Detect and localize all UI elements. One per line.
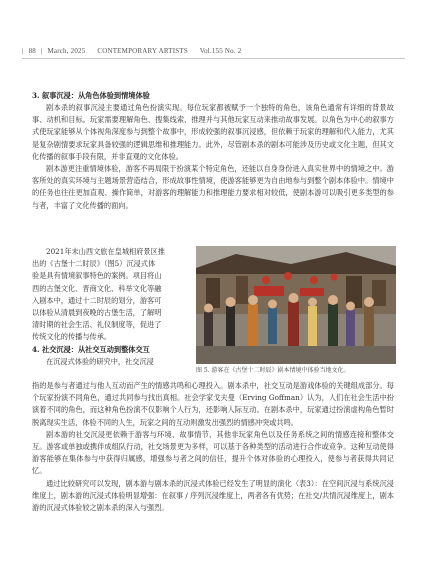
section-3-heading: 3. 叙事沉浸：从角色体验到情境体验 xyxy=(32,91,150,100)
wrap-line: 验是具有情境叙事特色的案例。项目将山 xyxy=(32,271,162,281)
wrap-line: 出的《古堡十二时辰》（图5）沉浸式体 xyxy=(32,259,156,269)
volume-number: Vol.155 No. 2 xyxy=(199,47,242,55)
section-3-paragraph-1: 剧本杀的叙事沉浸主要通过角色扮演实现。每位玩家都被赋予一个独特的角色，该角色通常有详细的背景故事、动机和目标。玩家需要理解角色、搜集线索、推理并与其他玩家互动来推动故事发展。以角色为中心的叙事方式使玩家能够从个体视角深度参与到整个故事中，形成较强的叙事沉浸感，但依赖于玩家的理解和代入能力，尤其是复杂剧情要求玩家具备较强的逻辑思维和推理能力。此外，尽管剧本杀的剧本可能涉及历史或文化主题，但其文化传播的叙事手段有限，并非直观的文化体验。 xyxy=(32,103,394,161)
wrap-line: 传统文化的传播与传承。 xyxy=(32,332,112,342)
issue-date: March, 2025 xyxy=(47,47,86,55)
wrap-line: 入剧本中，通过十二时辰的划分，游客可 xyxy=(32,295,162,305)
figure-5-caption: 图 5. 游客在《古堡十二时辰》剧本情境中体验当地文化。 xyxy=(196,367,350,374)
section-4-wrap-line: 在沉浸式体验的研究中，社交沉浸 xyxy=(46,356,154,366)
wrap-line: 以体验从清晨到夜晚的古堡生活，了解明 xyxy=(32,308,162,318)
section-4-paragraph-1: 指的是参与者通过与他人互动而产生的情感共鸣和心理投入。剧本杀中，社交互动是游戏体验的关键组成部分。每个玩家扮演不同角色，通过共同参与找出真相。社会学家戈夫曼（Erving Goffman）认为，人们在社会生活中扮演着不同的角色，而这种角色扮演不仅影响个人行为，还影响人际互动。在剧本杀中，玩家通过扮演虚构角色暂时脱离现实生活，体验不同的人生，玩家之间的互动则激发出强烈的情感冲突或共鸣。 xyxy=(32,381,394,427)
section-4-heading: 4. 社交沉浸：从社交互动到整体交互 xyxy=(32,344,150,354)
page-number: 88 xyxy=(28,47,36,55)
wrap-line: 2021年末山西文旅在皇城相府景区推 xyxy=(46,247,165,256)
section-3-paragraph-3 xyxy=(32,246,190,368)
journal-name: CONTEMPORARY ARTISTS xyxy=(97,47,188,55)
wrap-line: 清时期的社会生活、礼仪制度等，促进了 xyxy=(32,320,162,330)
section-4-paragraph-2: 剧本游的社交沉浸更依赖于游客与环境、故事情节、其他非玩家角色以及任务系统之间的情感连接和整体交互。游客或单独或携伴成组队行动，社交场景更为多样，可以基于各种类型的活动进行合作或竞争。这种互动使得游客能够在集体参与中获得归属感，增强参与者之间的信任，提升个体对体验的心理投入，使参与者获得共同记忆。 xyxy=(32,429,394,476)
courtyard-scene-image xyxy=(196,246,396,364)
section-4-paragraph-3: 通过比较研究可以发现，剧本游与剧本杀的沉浸式体验已经发生了明显的演化（表3）：在空间沉浸与系统沉浸维度上，剧本游的沉浸式体验明显增强：在叙事 / 序列沉浸维度上，两者各有优势；在社交/共情沉浸维度上，剧本游的沉浸式体验较之剧本杀的深入与强烈。 xyxy=(32,478,394,513)
section-3-paragraph-2: 剧本游更注重情境体验，游客不再局限于扮演某个特定角色，还能以自身身份进入真实世界中的情境之中。游客所处的真实环境与主题场景营造结合，形成故事性情境，使游客能够更为自由地参与到整个剧本体验中。情境中的任务也往往更加直观、操作简单，对游客的理解能力和推理能力要求相对较低，使剧本游可以吸引更多类型的参与者，丰富了文化传播的面向。 xyxy=(32,164,394,210)
figure-5-photo xyxy=(196,246,396,364)
section-3-body xyxy=(32,90,394,212)
header-divider xyxy=(22,58,405,59)
running-head: | 88 | March, 2025 CONTEMPORARY ARTISTS Vol.155 No. 2 xyxy=(22,47,242,55)
wrap-line: 西的古堡文化、晋商文化、科举文化等融 xyxy=(32,283,162,293)
section-4-body xyxy=(32,380,394,514)
